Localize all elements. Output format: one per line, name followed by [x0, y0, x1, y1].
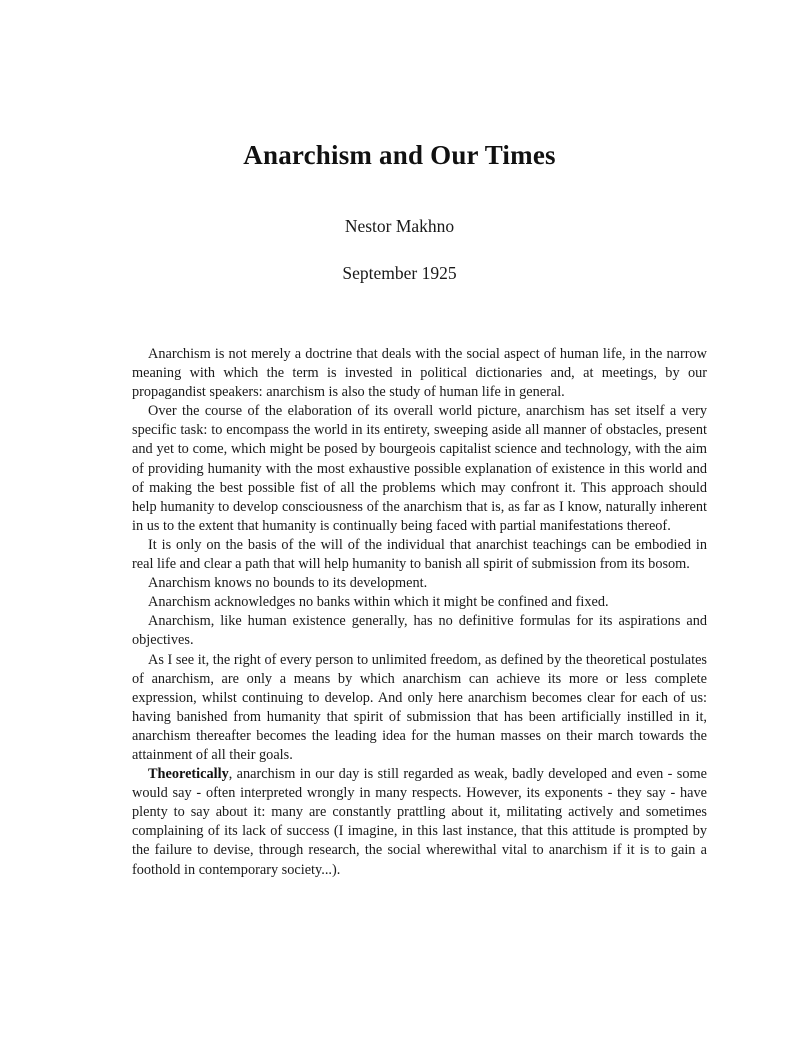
paragraph: Anarchism, like human existence generally, has no definitive formulas for its aspirations and objectives. [132, 613, 707, 649]
paragraph [132, 765, 707, 880]
paragraph: Anarchism acknowledges no banks within which it might be confined and fixed. [148, 594, 609, 611]
bold-lead-word: Theoretically [148, 766, 229, 783]
document-author: Nestor Makhno [344, 216, 455, 236]
paragraph: As I see it, the right of every person to unlimited freedom, as defined by the theoretical postulates of anarchism, are only a means by which anarchism can achieve its more or less complete expression, whilst continuing to develop. And only here anarchism becomes clear for each of us: having banished from humanity that spirit of submission that has been artificially instilled in it, anarchism thereafter becomes the leading idea for the human masses on their march towards the attainment of all their goals. [132, 651, 707, 763]
paragraph: Anarchism is not merely a doctrine that deals with the social aspect of human life, in the narrow meaning with which the term is invested in political dictionaries and, at meetings, by our propagandist speakers: anarchism is also the study of human life in general. [132, 346, 707, 401]
document-title: Anarchism and Our Times [243, 140, 556, 170]
paragraph: Over the course of the elaboration of its overall world picture, anarchism has set itself a very specific task: to encompass the world in its entirety, sweeping aside all manner of obstacles, present and yet to come, which might be posed by bourgeois capitalist science and technology, with the aim of providing humanity with the most exhaustive possible explanation of existence in this world and of making the best possible fist of all the problems which may confront it. This approach should help humanity to develop consciousness of the anarchism that is, as far as I know, naturally inherent in us to the extent that humanity is continually being faced with partial manifestations thereof. [132, 403, 707, 534]
paragraph-text: , anarchism in our day is still regarded as weak, badly developed and even - some would say - often interpreted wrongly in many respects. However, its exponents - they say - have plenty to say about it: many are constantly prattling about it, militating actively and sometimes complaining of its lack of success (I imagine, in this last instance, that this attitude is prompted by the failure to devise, through research, the social wherewithal vital to anarchism if it is to gain a foothold in contemporary society...). [132, 766, 707, 878]
paragraph: Anarchism knows no bounds to its development. [148, 575, 428, 592]
paragraph: It is only on the basis of the will of the individual that anarchist teachings can be embodied in real life and clear a path that will help humanity to banish all spirit of submission from its bosom. [132, 536, 707, 573]
document-body [132, 345, 707, 880]
document-date: September 1925 [342, 263, 457, 283]
